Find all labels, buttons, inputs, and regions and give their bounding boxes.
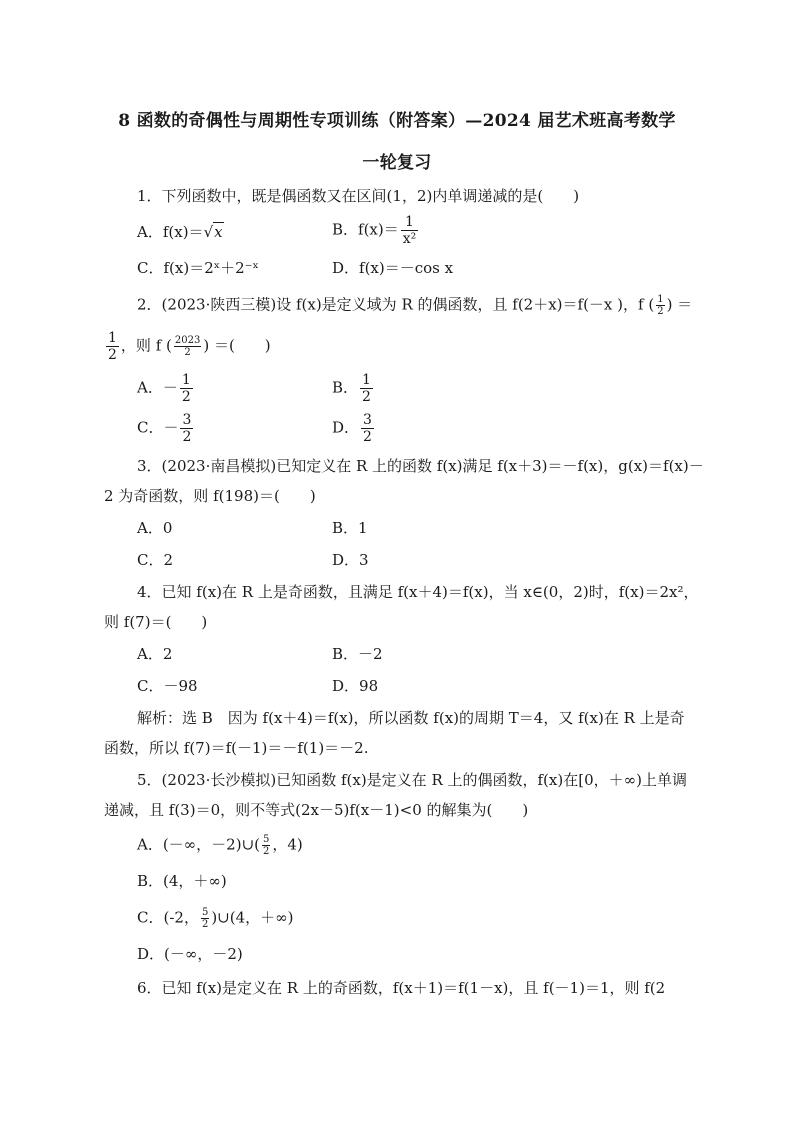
fraction-numerator: 5: [201, 907, 209, 918]
fraction: [180, 372, 193, 405]
question-4-solution-line2: 函数，所以 f(7)＝f(－1)＝－f(1)＝－2.: [104, 739, 369, 757]
question-1-option-a: [137, 222, 224, 242]
question-1-option-b: [332, 214, 420, 247]
fraction-denominator: 2: [201, 919, 209, 930]
document-title-line1: 8 函数的奇偶性与周期性专项训练（附答案）—2024 届艺术班高考数学: [118, 111, 676, 131]
fraction-numerator: 5: [263, 834, 270, 845]
option-a-text: A．(－∞，－2)∪(: [137, 835, 260, 854]
fraction-denominator: 2: [362, 389, 371, 405]
option-b-expr: f(x)＝: [358, 220, 399, 239]
fraction-denominator: x²: [402, 231, 417, 247]
fraction-numerator: 1: [181, 372, 191, 388]
question-2-stem-line2: [104, 330, 271, 363]
fraction-denominator: 2: [263, 846, 270, 857]
fraction: [360, 372, 373, 405]
fraction-numerator: 1: [108, 330, 117, 346]
fraction-denominator: 2: [181, 389, 191, 405]
fraction-numerator: 2023: [174, 335, 201, 346]
question-2-stem-text-end: ) ＝: [666, 295, 693, 314]
option-a-label: A．－: [137, 378, 178, 397]
option-a-text-end: ，4): [272, 835, 303, 854]
question-3-option-a: A．0: [137, 519, 173, 537]
question-5-option-a: [137, 834, 303, 857]
fraction: [361, 412, 374, 445]
fraction-numerator: 3: [182, 412, 192, 428]
option-a-expr: f(x)＝: [162, 223, 204, 241]
question-4-solution-line1: 解析：选 B 因为 f(x＋4)＝f(x)，所以函数 f(x)的周期 T＝4，又 f(x)在 R 上是奇: [137, 709, 685, 727]
question-2-stem-text: 2．(2023·陕西三模)设 f(x)是定义域为 R 的偶函数，且 f(2＋x)＝f(－x )，f (: [137, 295, 655, 314]
fraction: [174, 335, 201, 358]
question-2-option-d: [332, 412, 376, 445]
fraction: [656, 294, 664, 317]
option-c-text: C．(-2，: [137, 908, 199, 927]
question-3-stem-line2: 2 为奇函数，则 f(198)＝( ): [104, 487, 316, 505]
question-5-stem-line2: 递减，且 f(3)＝0，则不等式(2x－5)f(x－1)<0 的解集为( ): [104, 801, 529, 819]
question-3-option-b: B．1: [332, 519, 368, 537]
question-2-option-c: [137, 412, 195, 445]
fraction: [201, 907, 209, 930]
question-2-stem-line1: [137, 294, 692, 317]
fraction-denominator: 2: [182, 429, 192, 445]
question-1-option-c: C．f(x)＝2ˣ＋2⁻ˣ: [137, 259, 259, 277]
fraction-numerator: 3: [363, 412, 372, 428]
sqrt-radicand: x: [214, 223, 223, 241]
fraction-numerator: 1: [401, 214, 419, 231]
question-5-option-b: B．(4，＋∞): [137, 872, 227, 890]
question-4-option-c: C．－98: [137, 677, 198, 695]
option-b-label: B．: [332, 378, 359, 397]
question-1-stem: 1．下列函数中，既是偶函数又在区间(1，2)内单调递减的是( ): [137, 187, 580, 205]
fraction: [180, 412, 193, 445]
option-a-label: A．: [137, 223, 163, 241]
question-2-line2-text: ，则 f (: [120, 336, 172, 355]
question-4-option-d: D．98: [332, 677, 379, 695]
question-4-option-a: A．2: [137, 645, 173, 663]
question-3-option-c: C．2: [137, 551, 174, 569]
sqrt-symbol: √x: [203, 223, 223, 241]
document-title-line2: 一轮复习: [362, 153, 432, 173]
question-4-stem-line2: 则 f(7)＝( ): [104, 613, 208, 631]
question-5-option-c: [137, 907, 294, 930]
question-6-stem-line1: 6．已知 f(x)是定义在 R 上的奇函数，f(x＋1)＝f(1－x)，且 f(－1)＝1，则 f(2: [137, 979, 666, 997]
question-5-option-d: D．(－∞，－2): [137, 945, 243, 963]
question-5-stem-line1: 5．(2023·长沙模拟)已知函数 f(x)是定义在 R 上的偶函数，f(x)在[0，＋∞)上单调: [137, 771, 687, 789]
option-b-label: B．: [332, 220, 359, 239]
fraction-denominator: 2: [657, 306, 664, 317]
question-1-option-d: D．f(x)＝－cos x: [332, 259, 454, 277]
question-4-stem-line1: 4．已知 f(x)在 R 上是奇函数，且满足 f(x＋4)＝f(x)，当 x∈(0，2)时，f(x)＝2x²，: [137, 583, 699, 601]
fraction-denominator: 2: [184, 347, 191, 358]
fraction-denominator: 2: [108, 347, 117, 363]
option-d-label: D．: [332, 418, 360, 437]
fraction-denominator: 2: [363, 429, 372, 445]
option-c-text-end: )∪(4，＋∞): [211, 908, 294, 927]
option-c-label: C．－: [137, 418, 179, 437]
fraction: [262, 834, 270, 857]
question-3-stem-line1: 3．(2023·南昌模拟)已知定义在 R 上的函数 f(x)满足 f(x＋3)＝－f(x)，g(x)＝f(x)－: [137, 457, 704, 475]
fraction-numerator: 1: [362, 372, 371, 388]
question-2-option-a: [137, 372, 195, 405]
question-2-line2-end: ) ＝( ): [203, 336, 271, 355]
fraction-numerator: 1: [657, 294, 664, 305]
fraction: [106, 330, 119, 363]
fraction: [401, 214, 419, 247]
question-3-option-d: D．3: [332, 551, 369, 569]
question-2-option-b: [332, 372, 375, 405]
question-4-option-b: B．－2: [332, 645, 383, 663]
